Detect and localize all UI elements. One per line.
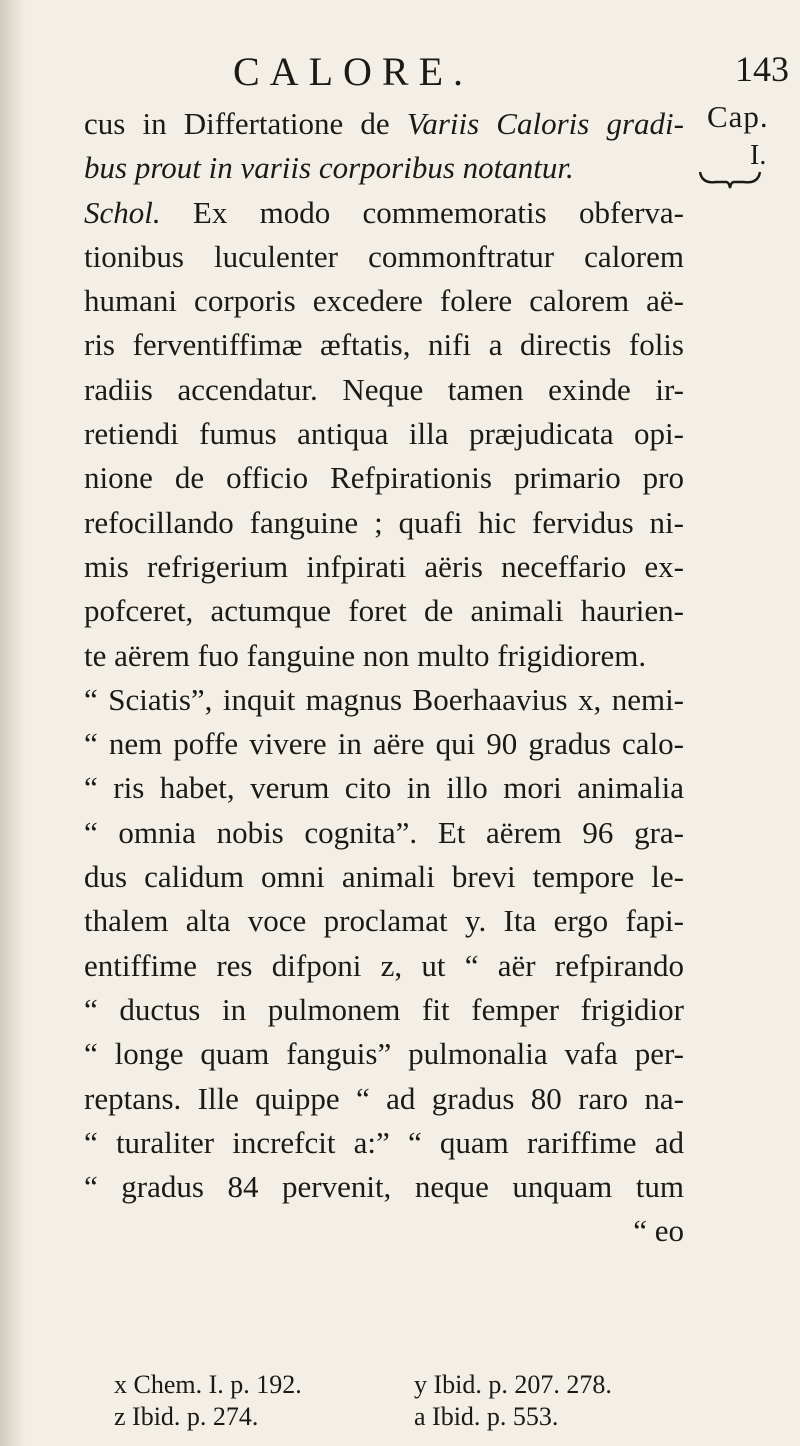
text-line <box>84 1165 684 1209</box>
text-line <box>84 412 684 456</box>
text-line <box>84 678 684 722</box>
text-line-content: “ ductus in pulmonem fit femper frigidior <box>84 991 684 1027</box>
text-line-content: te aërem fuo fanguine non multo frigidiorem. <box>84 637 647 673</box>
text-line <box>84 1209 684 1253</box>
footnote-x: x Chem. I. p. 192. <box>114 1370 302 1399</box>
text-line <box>84 589 684 633</box>
text-line-content: humani corporis excedere folere calorem aë- <box>84 283 684 319</box>
text-line-content: dus calidum omni animali brevi tempore le- <box>84 859 684 895</box>
footnote-row <box>114 1401 714 1433</box>
text-line-content: retiendi fumus antiqua illa præjudicata opi- <box>84 416 684 452</box>
body-text <box>84 102 684 1254</box>
text-line <box>84 1077 684 1121</box>
text-line-content: radiis accendatur. Neque tamen exinde ir- <box>84 371 684 407</box>
text-line <box>84 456 684 500</box>
text-line <box>84 235 684 279</box>
text-line-content: “ longe quam fanguis” pulmonalia vafa per- <box>84 1036 684 1072</box>
text-line-content: Schol. Ex modo commemoratis obferva- <box>84 194 684 230</box>
text-line-content: thalem alta voce proclamat y. Ita ergo fapi- <box>84 903 684 939</box>
brace-icon <box>698 168 762 190</box>
text-line <box>84 102 684 146</box>
footnote-y: y Ibid. p. 207. 278. <box>414 1370 612 1399</box>
text-line <box>84 899 684 943</box>
text-line-content: “ eo <box>633 1213 684 1249</box>
text-line <box>84 191 684 235</box>
text-line-content: “ ris habet, verum cito in illo mori animalia <box>84 770 684 806</box>
text-line-content: pofceret, actumque foret de animali haurien- <box>84 593 684 629</box>
text-line-content: mis refrigerium infpirati aëris neceffario ex- <box>84 548 684 584</box>
footnote-a: a Ibid. p. 553. <box>414 1402 559 1431</box>
text-line <box>84 634 684 678</box>
running-title: CALORE. <box>233 49 473 94</box>
text-line <box>84 1121 684 1165</box>
text-line <box>84 766 684 810</box>
text-line <box>84 855 684 899</box>
text-line-content: nione de officio Refpirationis primario pro <box>84 460 684 496</box>
text-line-content: ris ferventiffimæ æftatis, nifi a directis folis <box>84 327 684 363</box>
text-line-content: refocillando fanguine ; quafi hic fervidus ni- <box>84 504 684 540</box>
footnotes <box>114 1369 714 1433</box>
chapter-number: I. <box>750 140 767 171</box>
text-line-content: “ nem poffe vivere in aëre qui 90 gradus calo- <box>84 726 684 762</box>
text-line-content: entiffime res difponi z, ut “ aër refpirando <box>84 947 684 983</box>
text-line <box>84 722 684 766</box>
text-line-content: “ omnia nobis cognita”. Et aërem 96 gra- <box>84 814 684 850</box>
text-line <box>84 323 684 367</box>
text-line <box>84 279 684 323</box>
text-line-content: reptans. Ille quippe “ ad gradus 80 raro na- <box>84 1080 684 1116</box>
text-line-content: “ turaliter increfcit a:” “ quam rariffime ad <box>84 1124 684 1160</box>
text-line-content: cus in Differtatione de Variis Caloris gradi- <box>84 106 684 141</box>
text-line <box>84 811 684 855</box>
text-line-content: tionibus luculenter commonftratur calorem <box>84 238 684 274</box>
text-line <box>84 146 684 190</box>
text-line <box>84 988 684 1032</box>
text-line <box>84 368 684 412</box>
page-gutter-shadow <box>0 0 26 1446</box>
text-line <box>84 1032 684 1076</box>
text-line-content: bus prout in variis corporibus notantur. <box>84 150 574 186</box>
text-line-content: “ Sciatis”, inquit magnus Boerhaavius x, nemi- <box>84 681 684 717</box>
text-line <box>84 944 684 988</box>
page-number: 143 <box>735 49 789 89</box>
footnote-row <box>114 1369 714 1401</box>
text-line <box>84 501 684 545</box>
text-line <box>84 545 684 589</box>
side-label: Cap. <box>707 99 769 134</box>
text-line-content: “ gradus 84 pervenit, neque unquam tum <box>84 1169 684 1205</box>
footnote-z: z Ibid. p. 274. <box>114 1402 259 1431</box>
